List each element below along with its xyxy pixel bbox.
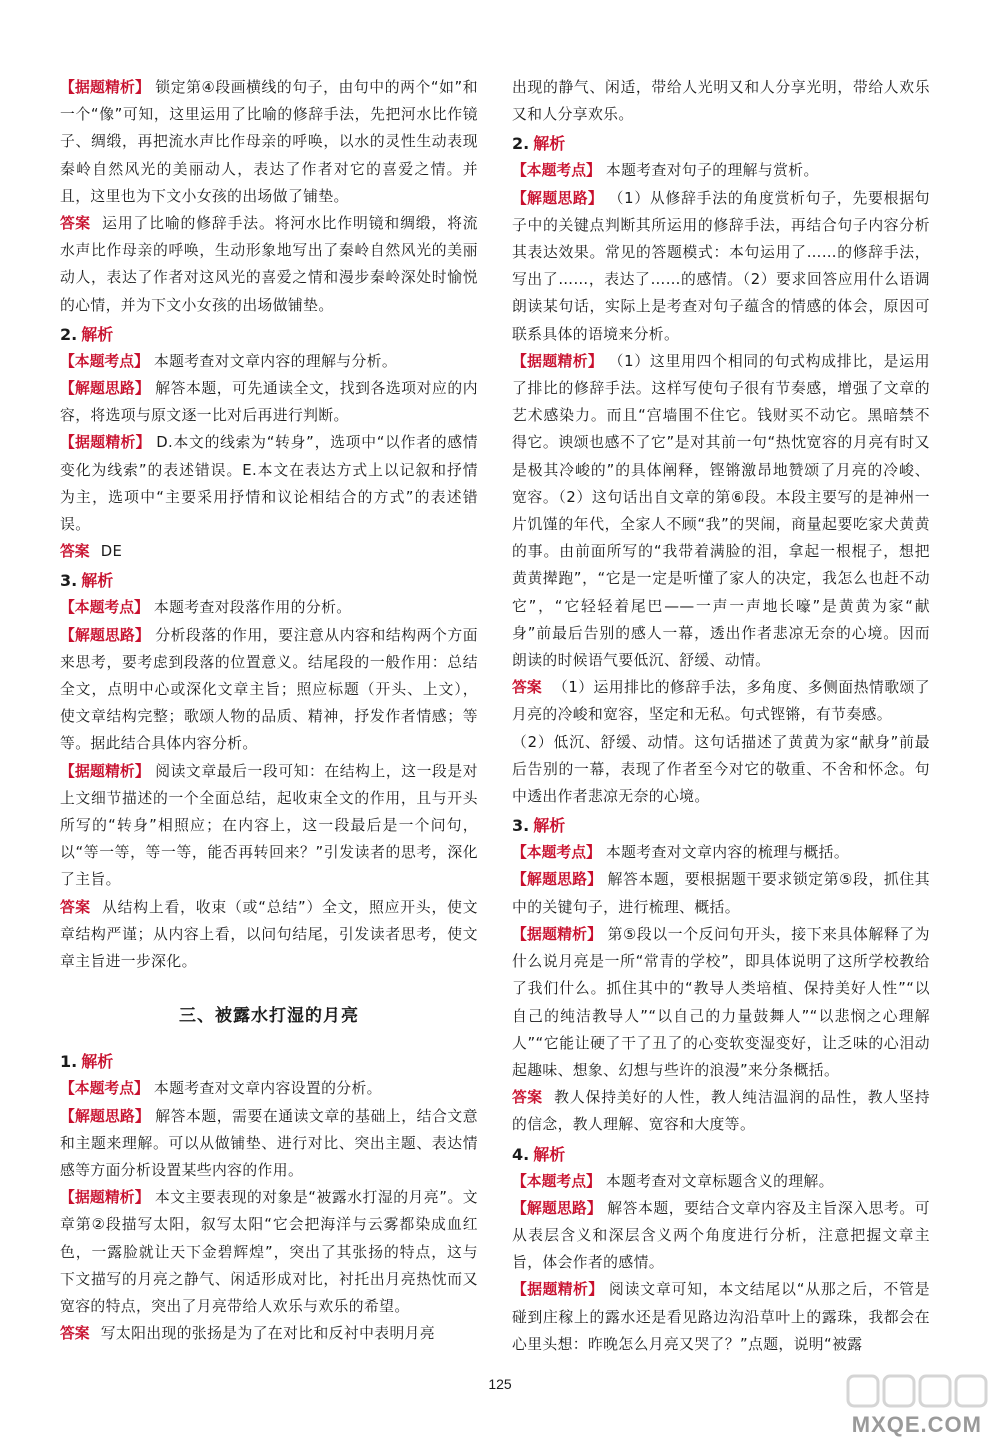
section-tag: 【解题思路】 bbox=[512, 871, 603, 889]
analysis-paragraph bbox=[60, 1075, 478, 1102]
answer-tag: 答案 bbox=[60, 215, 91, 233]
question-heading bbox=[60, 1048, 478, 1075]
paragraph-text: 本题考查对文章标题含义的理解。 bbox=[605, 1172, 834, 1190]
question-label: 解析 bbox=[533, 1144, 566, 1164]
answer-paragraph bbox=[512, 1084, 930, 1138]
answer-paragraph bbox=[60, 894, 478, 976]
analysis-paragraph bbox=[512, 1276, 930, 1358]
paragraph-text: 本题考查对文章内容设置的分析。 bbox=[153, 1080, 382, 1098]
question-label: 解析 bbox=[533, 816, 566, 836]
question-heading bbox=[512, 812, 930, 839]
paragraph-text: 解答本题，可先通读全文，找到各选项对应的内容，将选项与原文逐一比对后再进行判断。 bbox=[60, 380, 478, 425]
answer-paragraph bbox=[512, 674, 930, 728]
analysis-paragraph bbox=[60, 375, 478, 429]
answer-tag: 答案 bbox=[60, 898, 91, 916]
section-tag: 【据题精析】 bbox=[512, 352, 604, 370]
paragraph-text: 解答本题，要结合文章内容及主旨深入思考。可从表层含义和深层含义两个角度进行分析，注意把握文章主旨，体会作者的感情。 bbox=[512, 1199, 930, 1272]
answer-tag: 答案 bbox=[512, 1089, 543, 1107]
section-tag: 【据题精析】 bbox=[60, 434, 151, 452]
paragraph-text: （1）这里用四个相同的句式构成排比，是运用了排比的修辞手法。这样写使句子很有节奏感，增强了文章的艺术感染力。而且“宫墙围不住它。钱财买不动它。黑暗禁不得它。谀颂也感不了它”是对其前一句“热忱宽容的月亮有时又是极其冷峻的”的具体阐释，铿锵激昂地赞颂了月亮的冷峻、宽容。（2）这句话出自文章的第⑥段。本段主要写的是神州一片饥馑的年代，全家人不顾“我”的哭闹，商量起要吃家犬黄黄的事。由前面所写的“我带着满脸的泪，拿起一根棍子，想把黄黄撵跑”，“它是一定是听懂了家人的决定，我怎么也赶不动它”，“它轻轻着尾巴——一声一声地长嚎”是黄黄为家“献身”前最后告别的感人一幕，透出作者悲凉无奈的心境。因而朗读的时候语气要低沉、舒缓、动情。 bbox=[512, 352, 930, 670]
paragraph-text: 阅读文章最后一段可知：在结构上，这一段是对上文细节描述的一个全面总结，起收束全文的作用，且与开头所写的“转身”相照应；在内容上，这一段最后是一个问句，以“等一等，等一等，能否再转回来？”引发读者的思考，深化了主旨。 bbox=[60, 762, 478, 889]
paragraph-text: 解答本题，需要在通读文章的基础上，结合文意和主题来理解。可以从做铺垫、进行对比、突出主题、表达情感等方面分析设置某些内容的作用。 bbox=[60, 1107, 478, 1179]
section-tag: 【解题思路】 bbox=[60, 1107, 150, 1125]
question-number: 2. bbox=[512, 134, 530, 154]
question-heading bbox=[60, 567, 478, 594]
answer-paragraph bbox=[60, 538, 478, 565]
section-tag: 【据题精析】 bbox=[60, 762, 150, 780]
analysis-paragraph bbox=[512, 185, 930, 348]
paragraph-text: 本题考查对句子的理解与赏析。 bbox=[605, 162, 819, 180]
analysis-paragraph bbox=[512, 348, 930, 674]
question-label: 解析 bbox=[81, 324, 114, 344]
section-tag: 【本题考点】 bbox=[512, 1172, 601, 1190]
paragraph-text: （1）从修辞手法的角度赏析句子，先要根据句子中的关键点判断其所运用的修辞手法，再结合句子内容分析其表达效果。常见的答题模式：本句运用了……的修辞手法，写出了……，表达了……的感情。（2）要求回答应用什么语调朗读某句话，实际上是考查对句子蕴含的情感的体会，原因可联系具体的语境来分析。 bbox=[512, 189, 930, 343]
analysis-paragraph bbox=[60, 429, 478, 538]
paragraph-text: D.本文的线索为“转身”，选项中“以作者的感情变化为线索”的表述错误。E.本文在表达方式上以记叙和抒情为主，选项中“主要采用抒情和议论相结合的方式”的表述错误。 bbox=[60, 434, 478, 534]
analysis-paragraph bbox=[60, 1184, 478, 1320]
question-label: 解析 bbox=[81, 1052, 114, 1072]
section-tag: 【本题考点】 bbox=[60, 352, 149, 370]
section-tag: 【据题精析】 bbox=[512, 925, 603, 943]
paragraph-text: 本文主要表现的对象是“被露水打湿的月亮”。文章第②段描写太阳，叙写太阳“它会把海洋与云雾都染成血红色，一露脸就让天下金碧辉煌”，突出了其张扬的特点，这与下文描写的月亮之静气、闲适形成对比，衬托出月亮热忱而又宽容的特点，突出了月亮带给人欢乐与欢乐的希望。 bbox=[60, 1189, 478, 1315]
paragraph-text: 本题考查对文章内容的理解与分析。 bbox=[153, 352, 398, 370]
paragraph-text: （1）运用排比的修辞手法，多角度、多侧面热情歌颂了月亮的冷峻和宽容，坚定和无私。句式铿锵，有节奏感。 bbox=[512, 679, 930, 724]
section-tag: 【本题考点】 bbox=[512, 844, 601, 862]
analysis-paragraph bbox=[512, 921, 930, 1084]
section-tag: 【本题考点】 bbox=[60, 1080, 149, 1098]
page-number: 125 bbox=[488, 1376, 512, 1392]
section-tag: 【据题精析】 bbox=[60, 1189, 150, 1207]
watermark-text: MXQE.COM bbox=[851, 1412, 982, 1437]
question-heading bbox=[512, 1141, 930, 1168]
section-tag: 【本题考点】 bbox=[512, 162, 601, 180]
question-number: 4. bbox=[512, 1144, 530, 1164]
analysis-paragraph bbox=[60, 758, 478, 894]
analysis-paragraph bbox=[60, 1103, 478, 1185]
paragraph-text: 锁定第④段画横线的句子，由句中的两个“如”和一个“像”可知，这里运用了比喻的修辞手法，先把河水比作镜子、绸缎，再把流水声比作母亲的呼唤，以水的灵性生动表现秦岭自然风光的美丽动人，表达了作者对它的喜爱之情。并且，这里也为下文小女孩的出场做了铺垫。 bbox=[60, 79, 478, 205]
question-label: 解析 bbox=[81, 571, 114, 591]
continued-text: 出现的静气、闲适，带给人光明又和人分享光明，带给人欢乐又和人分享欢乐。 bbox=[512, 79, 930, 124]
paragraph-text: 阅读文章可知，本文结尾以“从那之后，不管是碰到庄稼上的露水还是看见路边沟沿草叶上的露珠，我都会在心里头想：昨晚怎么月亮又哭了？”点题，说明“被露 bbox=[512, 1281, 930, 1353]
section-tag: 【解题思路】 bbox=[512, 1199, 602, 1217]
answer-tag: 答案 bbox=[60, 1325, 90, 1343]
section-tag: 【据题精析】 bbox=[512, 1281, 604, 1299]
analysis-paragraph bbox=[60, 622, 478, 758]
answer-tag: 答案 bbox=[60, 543, 90, 561]
question-number: 2. bbox=[60, 324, 78, 344]
paragraph-text: 第⑤段以一个反问句开头，接下来具体解释了为什么说月亮是一所“常青的学校”，即具体说明了这所学校教给了我们什么。抓住其中的“教导人类培植、保持美好人性”“以自己的纯洁教导人”“以自己的力量鼓舞人”“以悲悯之心理解人”“它能让硬了干了丑了的心变软变湿变好，让乏味的心泪动起趣味、想象、幻想与些许的浪漫”来分条概括。 bbox=[512, 925, 930, 1079]
analysis-paragraph bbox=[60, 348, 478, 375]
paragraph-text: 本题考查对段落作用的分析。 bbox=[153, 599, 352, 617]
question-heading bbox=[512, 130, 930, 157]
analysis-paragraph bbox=[512, 1168, 930, 1195]
answer-paragraph bbox=[60, 1320, 478, 1347]
paragraph-text: 运用了比喻的修辞手法。将河水比作明镜和绸缎，将流水声比作母亲的呼唤，生动形象地写出了秦岭自然风光的美丽动人，表达了作者对这风光的喜爱之情和漫步秦岭深处时愉悦的心情，并为下文小女孩的出场做铺垫。 bbox=[60, 215, 478, 314]
paragraph-text: 解答本题，要根据题干要求锁定第⑤段，抓住其中的关键句子，进行梳理、概括。 bbox=[512, 871, 930, 916]
analysis-paragraph bbox=[512, 839, 930, 866]
paragraph-text: 教人保持美好的人性，教人纯洁温润的品性，教人坚持的信念，教人理解、宽容和大度等。 bbox=[512, 1089, 930, 1134]
analysis-paragraph bbox=[512, 157, 930, 184]
section-tag: 【本题考点】 bbox=[60, 599, 149, 617]
section-tag: 【据题精析】 bbox=[60, 79, 150, 96]
continued-text: （2）低沉、舒缓、动情。这句话描述了黄黄为家“献身”前最后告别的一幕，表现了作者至今对它的敬重、不舍和怀念。句中透出作者悲凉无奈的心境。 bbox=[512, 733, 930, 806]
paragraph-text: 从结构上看，收束（或“总结”）全文，照应开头，使文章结构严谨；从内容上看，以问句结尾，引发读者思考，使文章主旨进一步深化。 bbox=[60, 898, 478, 971]
analysis-paragraph bbox=[60, 74, 478, 210]
section-tag: 【解题思路】 bbox=[60, 380, 150, 398]
question-number: 3. bbox=[512, 816, 530, 836]
answer-tag: 答案 bbox=[512, 679, 542, 697]
analysis-paragraph bbox=[512, 866, 930, 920]
paragraph-text: 写太阳出现的张扬是为了在对比和反衬中表明月亮 bbox=[100, 1325, 436, 1343]
analysis-paragraph bbox=[60, 594, 478, 621]
question-label: 解析 bbox=[533, 134, 566, 154]
paragraph-text: DE bbox=[100, 543, 123, 561]
question-number: 3. bbox=[60, 571, 78, 591]
question-heading bbox=[60, 321, 478, 348]
section-tag: 【解题思路】 bbox=[512, 189, 604, 207]
section-tag: 【解题思路】 bbox=[60, 626, 150, 644]
section-title: 三、被露水打湿的月亮 bbox=[179, 1006, 359, 1027]
question-number: 1. bbox=[60, 1052, 78, 1072]
analysis-paragraph bbox=[512, 1195, 930, 1277]
left-column bbox=[60, 74, 478, 1347]
right-column bbox=[512, 74, 930, 1358]
answer-paragraph bbox=[60, 210, 478, 319]
paragraph-text: 本题考查对文章内容的梳理与概括。 bbox=[605, 844, 850, 862]
paragraph-text: 分析段落的作用，要注意从内容和结构两个方面来思考，要考虑到段落的位置意义。结尾段的一般作用：总结全文，点明中心或深化文章主旨；照应标题（开头、上文），使文章结构完整；歌颂人物的品质、精神，抒发作者情感；等等。据此结合具体内容分析。 bbox=[60, 626, 478, 753]
